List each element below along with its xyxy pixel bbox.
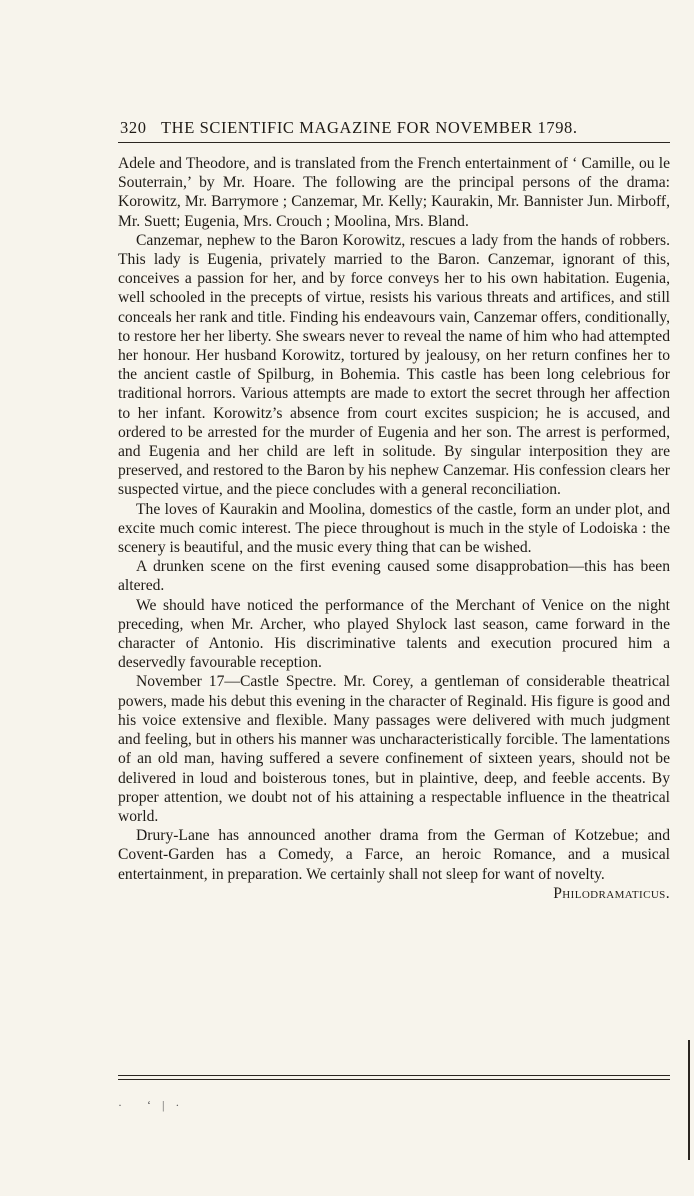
paragraph-6: November 17—Castle Spectre. Mr. Corey, a gentleman of considerable theatrical powers, made his debut this evening in the character of Reginald. His figure is good and his voice extensive and flexible. Many passages were delivered with much judgment and feeling, but in others his manner was uncharacteristically forcible. The lamentations of an old man, having suffered a severe confinement of sixteen years, should not be delivered in loud and boisterous tones, but in plaintive, deep, and feeble accents. By proper attention, we doubt not of his attaining a respectable influence in the theatrical world.	[118, 673, 670, 825]
header-rule	[118, 142, 670, 143]
footer-rule-2	[118, 1079, 670, 1080]
paragraph-2: Canzemar, nephew to the Baron Korowitz, rescues a lady from the hands of robbers. This lady is Eugenia, privately married to the Baron. Canzemar, ignorant of this, conceives a passion for her, and by force conveys her to his own habitation. Eugenia, well schooled in the precepts of virtue, resists his various threats and artifices, and still conceals her rank and title. Finding his endeavours vain, Canzemar offers, conditionally, to restore her her liberty. She swears never to reveal the name of him who had attempted her honour. Her husband Korowitz, tortured by jealousy, on her return confines her to the ancient castle of Spilburg, in Bohemia. This castle has been long celebrious for traditional horrors. Various attempts are made to extort the secret through her affection to her infant. Korowitz’s absence from court excites suspicion; he is accused, and ordered to be arrested for the murder of Eugenia and her son. The arrest is performed, and Eugenia and her child are left in solitude. By singular interposition they are preserved, and restored to the Baron by his nephew Canzemar. His confession clears her suspected virtue, and the piece concludes with a general reconciliation.	[118, 231, 670, 499]
running-header	[120, 118, 670, 138]
paragraph-3: The loves of Kaurakin and Moolina, domestics of the castle, form an under plot, and excite much comic interest. The piece throughout is much in the style of Lodoiska : the scenery is beautiful, and the music every thing that can be wished.	[118, 500, 670, 557]
ink-specks: · ‘ | ·	[118, 1098, 184, 1112]
page-number: 320	[120, 118, 147, 137]
paragraph-1: Adele and Theodore, and is translated from the French entertainment of ‘ Camille, ou le Souterrain,’ by Mr. Hoare. The following are the principal persons of the drama: Korowitz, Mr. Barrymore ; Canzemar, Mr. Kelly; Kaurakin, Mr. Bannister Jun. Mirboff, Mr. Suett; Eugenia, Mrs. Crouch ; Moolina, Mrs. Bland.	[118, 155, 670, 230]
running-title: THE SCIENTIFIC MAGAZINE FOR NOVEMBER 1798.	[161, 118, 578, 137]
paragraph-4: A drunken scene on the first evening caused some disapprobation—this has been altered.	[118, 558, 670, 595]
paragraph-7	[118, 826, 670, 902]
article-body	[118, 154, 670, 903]
signature: Philodramaticus.	[553, 884, 670, 902]
paragraph-5: We should have noticed the performance of the Merchant of Venice on the night preceding, when Mr. Archer, who played Shylock last season, came forward in the character of Antonio. His discriminative talents and execution procured him a deservedly favourable reception.	[118, 596, 670, 672]
paragraph-7-text: Drury-Lane has announced another drama from the German of Kotzebue; and Covent-Garden has a Comedy, a Farce, an heroic Romance, and a musical entertainment, in preparation. We certainly shall not sleep for want of novelty.	[118, 827, 670, 883]
page-edge-shadow	[688, 1040, 690, 1160]
footer-rule-1	[118, 1075, 670, 1076]
